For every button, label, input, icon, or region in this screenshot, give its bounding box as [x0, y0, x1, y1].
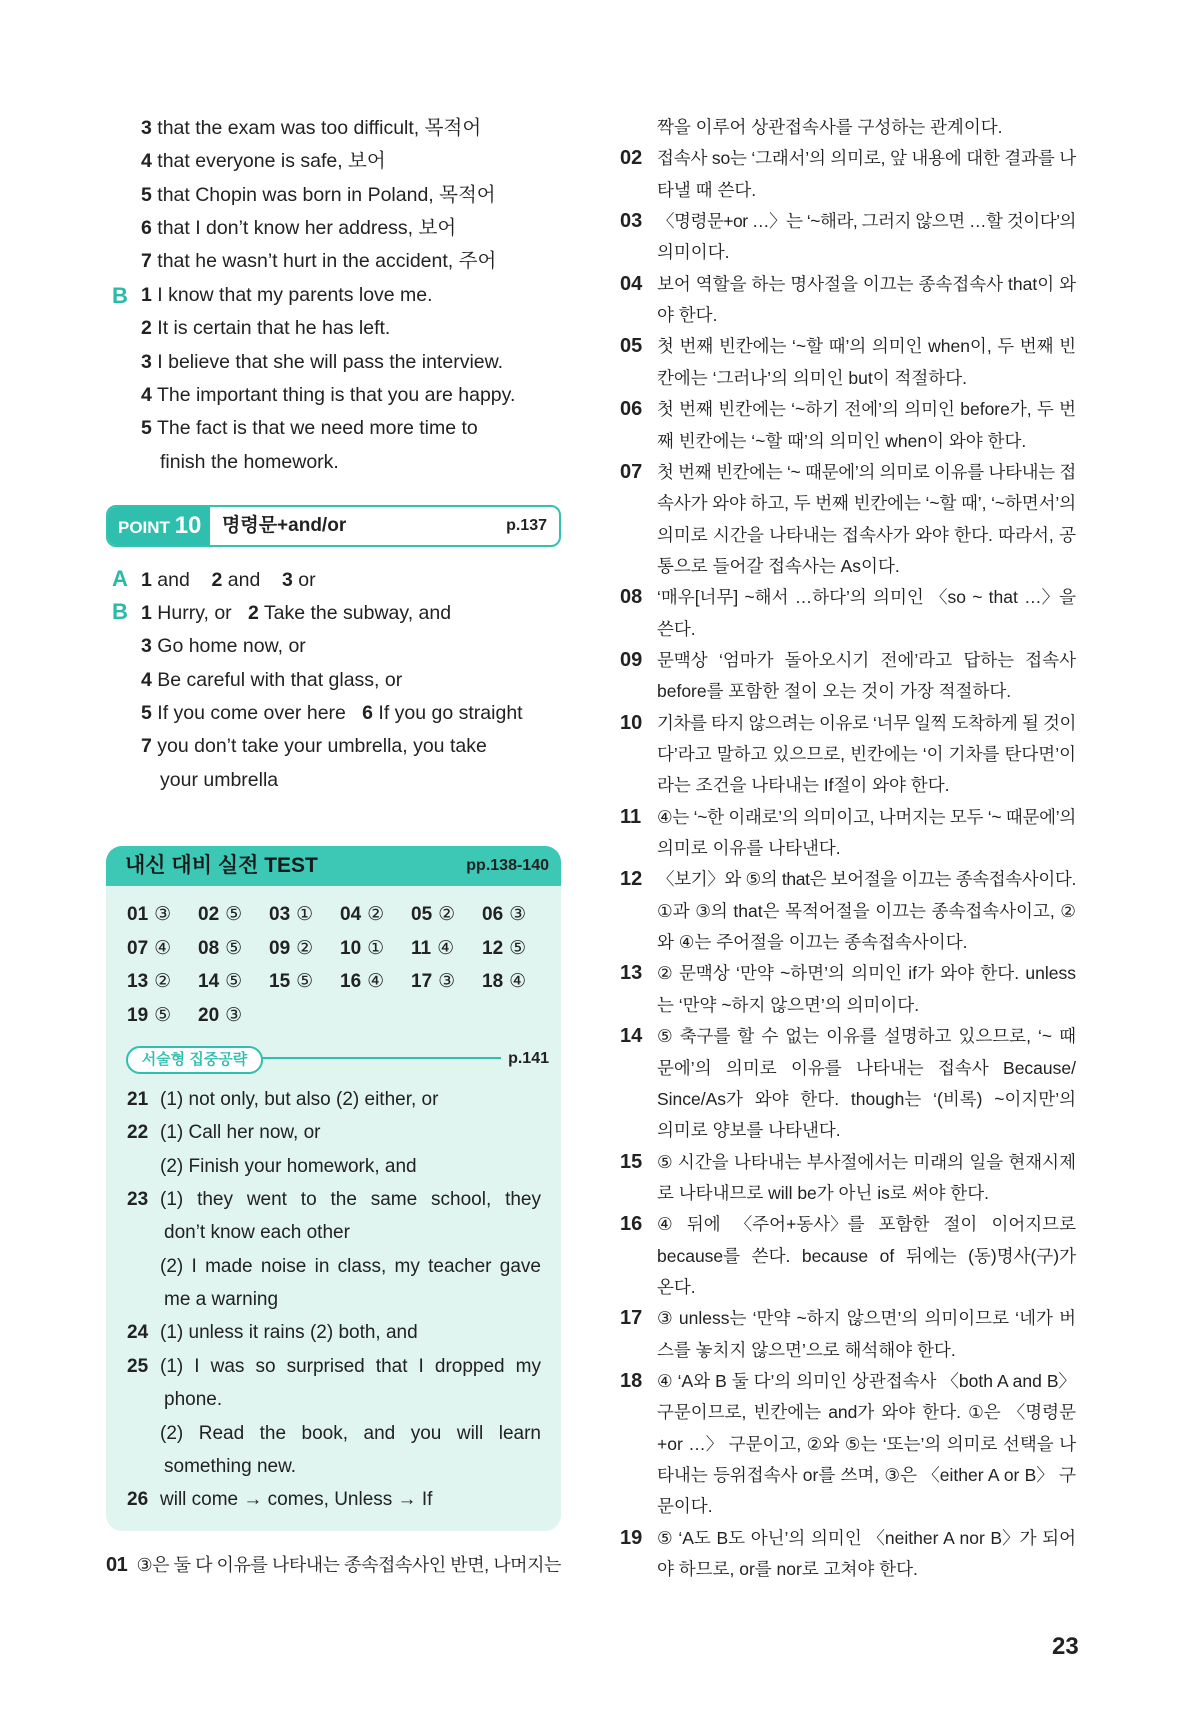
- explanation-line: 접속사 so는 ‘그래서’의 의미로, 앞 내용에 대한 결과를 나: [657, 148, 1077, 169]
- explanation-number: 04: [620, 272, 643, 295]
- explanation-line: 〈보기〉와 ⑤의 that은 보어절을 이끄는 종속접속사이다.: [657, 869, 1076, 890]
- explanation-line: ④는 ‘~한 이래로’의 의미이고, 나머지는 모두 ‘~ 때문에’의: [657, 806, 1076, 827]
- explanation-line: ‘매우[너무] ~해서 …하다’의 의미인 〈so ~ that …〉을: [657, 587, 1076, 608]
- answer-number: 1: [141, 602, 152, 624]
- answer-text: (2) I made noise in class, my teacher gave: [160, 1255, 542, 1277]
- answer-text: If you come over here: [157, 702, 346, 725]
- answer-number: 3: [141, 117, 152, 139]
- explanation-line: 통으로 들어갈 접속사는 As이다.: [657, 555, 900, 576]
- answer-choice: ⑤: [296, 971, 314, 992]
- answer-line: [141, 216, 456, 240]
- explanation-line: 속사가 와야 하고, 두 번째 빈칸에는 ‘~할 때’, ‘~하면서’의: [657, 493, 1077, 514]
- answer-text: you don’t take your umbrella, you take: [157, 735, 487, 758]
- answer-text: and: [227, 569, 261, 591]
- answer-text: that the exam was too difficult, 목적어: [157, 117, 482, 139]
- answer-text: (1) they went to the same school, they: [160, 1189, 541, 1211]
- explanation-line: 쓴다.: [657, 618, 696, 639]
- answer-line: [141, 701, 523, 725]
- point-tag: [108, 507, 210, 545]
- answer-number: 4: [141, 384, 152, 407]
- answer-number: 3: [282, 569, 293, 591]
- answer-cell: [269, 903, 313, 927]
- answer-cell: [411, 903, 455, 927]
- answer-line: [141, 116, 481, 140]
- explanation-number: 01: [106, 1554, 128, 1576]
- explanation-number: 07: [620, 460, 643, 483]
- answer-line: [141, 568, 316, 592]
- answer-line: [141, 149, 386, 173]
- answer-number: 1: [141, 284, 152, 306]
- answer-cell: [482, 970, 526, 994]
- answer-line: [141, 383, 515, 407]
- explanation-number: 13: [620, 962, 643, 985]
- answer-line: [141, 283, 433, 307]
- question-number: 18: [482, 971, 504, 992]
- explanation-line: 기차를 타지 않으려는 이유로 ‘너무 일찍 도착하게 될 것이: [657, 712, 1076, 733]
- explanation-line: because를 쓴다. because of 뒤에는 (동)명사(구)가: [657, 1245, 1076, 1266]
- answer-choice: ⑤: [225, 937, 243, 959]
- answer-cell: [198, 1004, 242, 1028]
- answer-cell: [198, 903, 242, 927]
- question-number: 04: [340, 904, 362, 925]
- point-label: POINT: [118, 518, 170, 537]
- explanation-line: 야 한다.: [657, 305, 718, 326]
- answer-choice: ⑤: [509, 937, 527, 959]
- explanation-number: 14: [620, 1025, 643, 1048]
- explanation-line: 타낼 때 쓴다.: [657, 179, 757, 200]
- question-number: 08: [198, 937, 220, 959]
- question-number: 05: [411, 904, 433, 925]
- question-number: 22: [127, 1122, 149, 1144]
- answer-cell: [269, 937, 313, 961]
- explanation-01: [106, 1553, 561, 1577]
- answer-line: [141, 183, 496, 207]
- explanation-line: 첫 번째 빈칸에는 ‘~하기 전에’의 의미인 before가, 두 번: [657, 399, 1076, 420]
- answer-text: If you go straight: [378, 702, 523, 725]
- answer-text: (2) Read the book, and you will learn: [160, 1422, 541, 1444]
- explanation-number: 12: [620, 868, 643, 891]
- answer-choice: ④: [154, 937, 172, 959]
- answer-text: It is certain that he has left.: [157, 317, 391, 340]
- explanation-line: 첫 번째 빈칸에는 ‘~ 때문에’의 의미로 이유를 나타내는 접: [657, 461, 1076, 482]
- question-number: 06: [482, 904, 504, 925]
- explanation-line: 스를 놓치지 않으면’으로 해석해야 한다.: [657, 1339, 956, 1360]
- question-number: 24: [127, 1322, 149, 1344]
- explanation-line: 문에’의 의미로 이유를 나타내는 접속사 Because/: [657, 1057, 1076, 1078]
- explanation-line: 문이다.: [657, 1496, 713, 1517]
- answer-choice: ①: [367, 937, 385, 959]
- answer-text: I know that my parents love me.: [157, 284, 433, 306]
- answer-line: [141, 634, 306, 658]
- answer-text: (2) Finish your homework, and: [160, 1155, 417, 1177]
- test-header: [106, 846, 561, 886]
- answer-line: [141, 601, 451, 625]
- answer-text: that everyone is safe, 보어: [157, 150, 386, 173]
- explanation-line: ④ 뒤에 〈주어+동사〉를 포함한 절이 이어지므로: [657, 1214, 1076, 1235]
- explanation-line: 와 ④는 주어절을 이끄는 종속접속사이다.: [657, 932, 968, 953]
- question-number: 16: [340, 971, 362, 992]
- explanation-number: 10: [620, 711, 643, 734]
- explanation-line: 는 ‘만약 ~하지 않으면’의 의미이다.: [657, 994, 920, 1015]
- explanation-line: 다’라고 말하고 있으므로, 빈칸에는 ‘이 기차를 탄다면’이: [657, 744, 1076, 764]
- explanation-line: 의미이다.: [657, 242, 730, 263]
- question-number: 09: [269, 937, 291, 959]
- answer-text: Take the subway, and: [263, 602, 452, 624]
- section-label-a: A: [112, 566, 128, 591]
- question-number: 03: [269, 904, 291, 925]
- answer-text: (1) unless it rains (2) both, and: [160, 1322, 418, 1344]
- answer-text: that I don’t know her address, 보어: [157, 217, 457, 240]
- explanation-line: 〈명령문+or …〉는 ‘~해라, 그러지 않으면 …할 것이다’의: [657, 211, 1076, 232]
- answer-cell: [269, 970, 313, 994]
- answer-cell: [340, 970, 384, 994]
- divider: [261, 1057, 501, 1059]
- answer-number: 6: [141, 217, 152, 240]
- answer-choice: ②: [367, 904, 385, 925]
- explanation-line: +or …〉 구문이고, ②와 ⑤는 ‘또는’의 의미로 선택을 나: [657, 1433, 1077, 1454]
- answer-text: that he wasn’t hurt in the accident, 주어: [157, 250, 497, 273]
- explanation-number: 11: [620, 805, 642, 828]
- answer-number: 4: [141, 150, 152, 173]
- answer-line: [141, 316, 390, 340]
- explanation-number: 06: [620, 398, 643, 421]
- explanation-line: ⑤ 축구를 할 수 없는 이유를 설명하고 있으므로, ‘~ 때: [657, 1026, 1076, 1047]
- explanation-line: 문맥상 ‘엄마가 돌아오시기 전에’라고 답하는 접속사: [657, 649, 1076, 670]
- explanation-number: 05: [620, 335, 643, 358]
- answer-number: 2: [211, 569, 223, 591]
- explanation-line: 칸에는 ‘그러나’의 의미인 but이 적절하다.: [657, 367, 967, 388]
- answer-cell: [411, 937, 454, 961]
- answer-text: (1) not only, but also (2) either, or: [160, 1089, 439, 1110]
- answer-choice: ②: [154, 971, 172, 992]
- explanation-number: 16: [620, 1213, 643, 1236]
- answer-line: [141, 734, 487, 758]
- answer-choice: ④: [437, 937, 455, 959]
- essay-page: p.141: [508, 1050, 549, 1067]
- question-number: 07: [127, 937, 149, 959]
- answer-number: 5: [141, 183, 152, 206]
- answer-choice: ③: [509, 904, 527, 925]
- answer-text: me a warning: [164, 1289, 279, 1311]
- section-label-b: B: [112, 599, 128, 624]
- explanation-number: 09: [620, 648, 643, 671]
- answer-text: (1) I was so surprised that I dropped my: [160, 1355, 541, 1377]
- answer-cell: [411, 970, 455, 994]
- answer-number: 1: [141, 569, 152, 591]
- explanation-line: 온다.: [657, 1276, 696, 1297]
- answer-line: [141, 416, 478, 440]
- answer-text: (1) Call her now, or: [160, 1122, 321, 1144]
- question-number: 15: [269, 971, 291, 992]
- question-number: 01: [127, 904, 149, 925]
- answer-cell: [127, 903, 171, 927]
- answer-line: [141, 668, 402, 692]
- answer-number: 4: [141, 668, 152, 691]
- answer-number: 3: [141, 350, 152, 373]
- question-number: 20: [198, 1004, 220, 1026]
- explanation-number: 08: [620, 586, 643, 609]
- answer-text: I believe that she will pass the interview.: [157, 350, 504, 373]
- answer-number: 6: [362, 702, 373, 725]
- answer-cell: [127, 1004, 171, 1028]
- test-answer-box: [106, 846, 561, 1531]
- explanation-line: 의미로 이유를 나타낸다.: [657, 838, 841, 859]
- answer-text: Be careful with that glass, or: [157, 668, 403, 691]
- answer-text: that Chopin was born in Poland, 목적어: [157, 183, 496, 206]
- explanation-line: 의미로 양보를 나타낸다.: [657, 1120, 841, 1141]
- answer-line: [160, 450, 339, 474]
- question-number: 17: [411, 971, 433, 992]
- answer-cell: [482, 937, 526, 961]
- explanation-number: 02: [620, 147, 643, 170]
- answer-number: 3: [141, 635, 152, 658]
- answer-choice: ②: [438, 904, 456, 925]
- answer-text: or: [298, 569, 316, 591]
- answer-text: something new.: [164, 1455, 297, 1477]
- explanation-number: 15: [620, 1150, 643, 1173]
- point-page: p.137: [506, 517, 547, 534]
- answer-cell: [198, 937, 242, 961]
- answer-choice: ⑤: [154, 1004, 172, 1026]
- question-number: 26: [127, 1489, 149, 1511]
- answer-choice: ⑤: [225, 971, 243, 992]
- answer-text: The fact is that we need more time to: [156, 417, 478, 440]
- explanation-line: 야 하므로, or를 nor로 고쳐야 한다.: [657, 1559, 918, 1580]
- answer-line: [160, 768, 278, 792]
- answer-text: Go home now, or: [157, 635, 306, 658]
- answer-text: and: [157, 569, 190, 591]
- explanation-line: before를 포함한 절이 오는 것이 가장 적절하다.: [657, 681, 1012, 702]
- explanation-line: ② 문맥상 ‘만약 ~하면’의 의미인 if가 와야 한다. unless: [657, 963, 1076, 984]
- answer-line: [141, 350, 503, 374]
- explanation-number: 17: [620, 1307, 643, 1330]
- page-number: 23: [1052, 1633, 1079, 1660]
- answer-cell: [340, 937, 384, 961]
- answer-text: finish the homework.: [160, 450, 339, 473]
- explanation-line: ④ ‘A와 B 둘 다’의 의미인 상관접속사 〈both A and B〉: [657, 1371, 1076, 1391]
- explanation-line: 타내는 등위접속사 or를 쓰며, ③은 〈either A or B〉 구: [657, 1465, 1076, 1486]
- answer-number: 5: [141, 417, 152, 440]
- essay-label: 서술형 집중공략: [126, 1046, 263, 1074]
- answer-choice: ①: [296, 904, 314, 925]
- answer-cell: [127, 937, 171, 961]
- answer-text: will come → comes, Unless → If: [160, 1489, 433, 1511]
- answer-number: 7: [141, 735, 152, 758]
- test-title: 내신 대비 실전 TEST: [125, 854, 318, 877]
- question-number: 02: [198, 904, 220, 925]
- explanation-line: 로 나타내므로 will be가 아닌 is로 써야 한다.: [657, 1182, 989, 1203]
- explanation-line: 첫 번째 빈칸에는 ‘~할 때’의 의미인 when이, 두 번째 빈: [657, 336, 1076, 357]
- question-number: 11: [411, 937, 432, 959]
- explanation-line: Since/As가 와야 한다. though는 ‘(비록) ~이지만’의: [657, 1088, 1076, 1109]
- answer-number: 2: [247, 602, 259, 624]
- answer-cell: [198, 970, 242, 994]
- explanation-line: 째 빈칸에는 ‘~할 때’의 의미인 when이 와야 한다.: [657, 430, 1027, 451]
- point-title: 명령문+and/or: [222, 515, 347, 536]
- answer-cell: [482, 903, 526, 927]
- question-number: 12: [482, 937, 504, 959]
- answer-text: your umbrella: [160, 768, 279, 791]
- explanation-line: 라는 조건을 나타내는 If절이 와야 한다.: [657, 775, 950, 796]
- answer-text: The important thing is that you are happy.: [156, 384, 516, 407]
- question-number: 10: [340, 937, 362, 959]
- answer-line: [141, 249, 496, 273]
- question-number: 23: [127, 1189, 149, 1211]
- question-number: 19: [127, 1004, 149, 1026]
- answer-choice: ②: [296, 937, 314, 959]
- explanation-line: 짝을 이루어 상관접속사를 구성하는 관계이다.: [657, 117, 1003, 137]
- explanation-line: ⑤ 시간을 나타내는 부사절에서는 미래의 일을 현재시제: [657, 1151, 1076, 1172]
- point-number: 10: [174, 512, 202, 539]
- explanation-number: 19: [620, 1526, 643, 1549]
- explanation-line: ③ unless는 ‘만약 ~하지 않으면’의 의미이므로 ‘네가 버: [657, 1308, 1076, 1329]
- answer-number: 7: [141, 250, 152, 273]
- explanation-number: 03: [620, 210, 643, 233]
- answer-text: Hurry, or: [157, 602, 232, 624]
- question-number: 25: [127, 1355, 149, 1377]
- answer-choice: ③: [154, 904, 172, 925]
- point-10-header: [106, 505, 561, 547]
- explanation-line: 의미로 시간을 나타내는 접속사가 와야 한다. 따라서, 공: [657, 524, 1076, 545]
- answer-choice: ⑤: [225, 904, 243, 925]
- section-label-b: B: [112, 283, 128, 308]
- answer-cell: [340, 903, 384, 927]
- question-number: 14: [198, 971, 220, 992]
- answer-choice: ③: [438, 971, 456, 992]
- answer-choice: ④: [367, 971, 385, 992]
- answer-number: 2: [141, 317, 152, 340]
- answer-choice: ③: [225, 1004, 243, 1026]
- question-number: 13: [127, 971, 149, 992]
- test-pages: pp.138-140: [466, 857, 549, 874]
- question-number: 21: [127, 1089, 149, 1110]
- explanation-line: 구문이므로, 빈칸에는 and가 와야 한다. ①은 〈명령문: [657, 1402, 1076, 1423]
- answer-text: don’t know each other: [164, 1222, 350, 1244]
- explanation-line: 보어 역할을 하는 명사절을 이끄는 종속접속사 that이 와: [657, 273, 1076, 294]
- answer-text: phone.: [164, 1389, 223, 1411]
- answer-cell: [127, 970, 171, 994]
- explanation-text: ③은 둘 다 이유를 나타내는 종속접속사인 반면, 나머지는: [136, 1555, 561, 1575]
- answer-number: 5: [141, 702, 152, 725]
- explanation-line: ⑤ ‘A도 B도 아닌’의 의미인 〈neither A nor B〉가 되어: [657, 1527, 1076, 1548]
- answer-choice: ④: [509, 971, 527, 992]
- explanation-line: ①과 ③의 that은 목적어절을 이끄는 종속접속사이고, ②: [657, 900, 1076, 921]
- explanation-number: 18: [620, 1370, 643, 1392]
